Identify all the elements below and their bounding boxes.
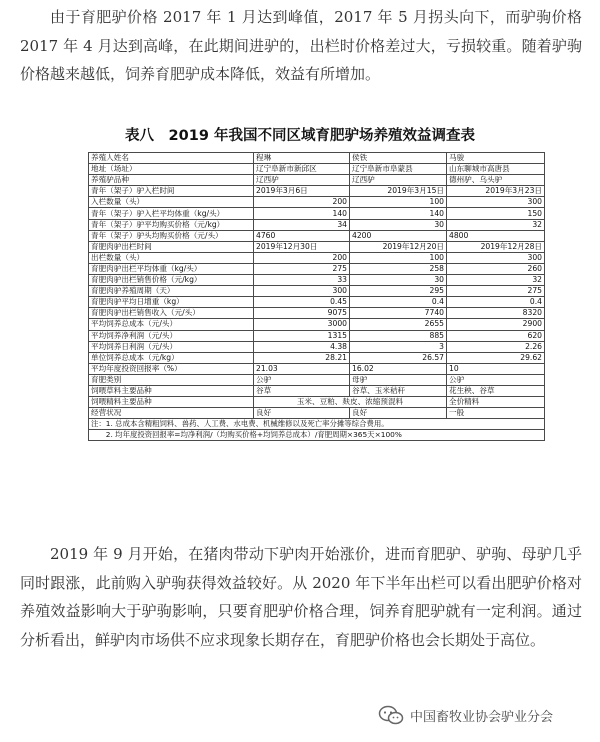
- cell-value: 21.03: [254, 363, 350, 374]
- cell-merged: 玉米、豆粕、麸皮、浓缩预混料: [254, 397, 447, 408]
- table-note-row: [89, 419, 545, 430]
- row-label: 平均饲养净利润（元/头）: [89, 330, 254, 341]
- cell-value: 2019年12月30日: [254, 241, 350, 252]
- cell-value: 34: [254, 219, 350, 230]
- intro-paragraph: 由于育肥驴价格 2017 年 1 月达到峰值，2017 年 5 月拐头向下，而驴驹价格 2017 年 4 月达到高峰，在此期间进驴的，出栏时价格差过大，亏损较重。随着驴驹价格越来越低，饲养育肥驴成本降低，效益有所增加。: [20, 8, 582, 83]
- cell-value: 山东聊城市高唐县: [447, 164, 545, 175]
- row-label: 育肥肉驴养殖周期（天）: [89, 286, 254, 297]
- cell-value: 2019年3月6日: [254, 186, 350, 197]
- cell-value: 28.21: [254, 352, 350, 363]
- cell-value: 辽西驴: [254, 175, 350, 186]
- cell-value: 0.4: [447, 297, 545, 308]
- cell-value: 100: [350, 252, 447, 263]
- row-label: 入栏数量（头）: [89, 197, 254, 208]
- source-label: 中国畜牧业协会驴业分会: [410, 709, 554, 725]
- row-label: 平均年度投资回报率（%）: [89, 363, 254, 374]
- row-label: 养殖驴品种: [89, 175, 254, 186]
- cell-value: 马骏: [447, 153, 545, 164]
- cell-value: 2019年12月20日: [350, 241, 447, 252]
- table-row: [89, 408, 545, 419]
- table-row: [89, 363, 545, 374]
- cell-value: 德州驴、乌头驴: [447, 175, 545, 186]
- cell-value: 全价精料: [447, 397, 545, 408]
- cell-value: 7740: [350, 308, 447, 319]
- cell-value: 260: [447, 263, 545, 274]
- source-watermark: [378, 704, 553, 726]
- cell-value: 辽宁阜新市阜蒙县: [350, 164, 447, 175]
- table-row: [89, 241, 545, 252]
- cell-value: 良好: [350, 408, 447, 419]
- row-label: 平均饲养总成本（元/头）: [89, 319, 254, 330]
- wechat-icon: [378, 705, 404, 725]
- table-note: 注：1. 总成本含精粗饲料、兽药、人工费、水电费、机械维修以及死亡率分摊等综合费用。: [89, 419, 545, 430]
- row-label: 饲喂精料主要品种: [89, 397, 254, 408]
- table-row: [89, 219, 545, 230]
- cell-value: 程琳: [254, 153, 350, 164]
- row-label: 平均饲养日利润（元/头）: [89, 341, 254, 352]
- row-label: 青年（架子）驴入栏平均体重（kg/头）: [89, 208, 254, 219]
- cell-value: 30: [350, 275, 447, 286]
- table-row: [89, 286, 545, 297]
- cell-value: 侯铁: [350, 153, 447, 164]
- table-title: 表八 2019 年我国不同区域育肥驴场养殖效益调查表: [125, 128, 475, 144]
- cell-value: 140: [254, 208, 350, 219]
- row-label: 青年（架子）驴头均购买价格（元/头）: [89, 230, 254, 241]
- cell-value: 2019年3月23日: [447, 186, 545, 197]
- cell-value: 295: [350, 286, 447, 297]
- cell-value: 辽西驴: [350, 175, 447, 186]
- table-row: [89, 153, 545, 164]
- cell-value: 29.62: [447, 352, 545, 363]
- row-label: 青年（架子）驴入栏时间: [89, 186, 254, 197]
- row-label: 育肥肉驴平均日增重（kg）: [89, 297, 254, 308]
- table-row: [89, 319, 545, 330]
- table-row: [89, 186, 545, 197]
- cell-value: 140: [350, 208, 447, 219]
- table-row: [89, 230, 545, 241]
- table-note-row: [89, 430, 545, 441]
- cell-value: 1315: [254, 330, 350, 341]
- cell-value: 公驴: [447, 374, 545, 385]
- cell-value: 8320: [447, 308, 545, 319]
- row-label: 育肥肉驴出栏销售价格（元/kg）: [89, 275, 254, 286]
- cell-value: 2.26: [447, 341, 545, 352]
- cell-value: 0.4: [350, 297, 447, 308]
- row-label: 育肥肉驴出栏时间: [89, 241, 254, 252]
- row-label: 经营状况: [89, 408, 254, 419]
- table-row: [89, 164, 545, 175]
- cell-value: 辽宁阜新市新邱区: [254, 164, 350, 175]
- table-row: [89, 297, 545, 308]
- table-row: [89, 330, 545, 341]
- cell-value: 母驴: [350, 374, 447, 385]
- row-label: 育肥肉驴出栏平均体重（kg/头）: [89, 263, 254, 274]
- row-label: 饲喂草料主要品种: [89, 385, 254, 396]
- cell-value: 4.38: [254, 341, 350, 352]
- cell-value: 良好: [254, 408, 350, 419]
- cell-value: 2019年12月28日: [447, 241, 545, 252]
- cell-value: 300: [447, 197, 545, 208]
- cell-value: 4200: [350, 230, 447, 241]
- cell-value: 150: [447, 208, 545, 219]
- cell-value: 0.45: [254, 297, 350, 308]
- table-row: [89, 263, 545, 274]
- cell-value: 26.57: [350, 352, 447, 363]
- cell-value: 200: [254, 252, 350, 263]
- cell-value: 一般: [447, 408, 545, 419]
- cell-value: 3: [350, 341, 447, 352]
- survey-table: [88, 152, 544, 498]
- table-row: [89, 374, 545, 385]
- cell-value: 2655: [350, 319, 447, 330]
- table-row: [89, 252, 545, 263]
- row-label: 出栏数量（头）: [89, 252, 254, 263]
- analysis-paragraph: 2019 年 9 月开始，在猪肉带动下驴肉开始涨价，进而育肥驴、驴驹、母驴几乎同时跟涨，此前购入驴驹获得效益较好。从 2020 年下半年出栏可以看出肥驴价格对养殖效益影响大于驴驹影响，只要育肥驴价格合理，饲养育肥驴就有一定利润。通过分析看出，鲜驴肉市场供不应求现象长期存在，育肥驴价格也会长期处于高位。: [20, 545, 582, 649]
- row-label: 单位饲养总成本（元/kg）: [89, 352, 254, 363]
- table-row: [89, 197, 545, 208]
- cell-value: 30: [350, 219, 447, 230]
- cell-value: 300: [447, 252, 545, 263]
- cell-value: 9075: [254, 308, 350, 319]
- table-row: [89, 175, 545, 186]
- cell-value: 16.02: [350, 363, 447, 374]
- cell-value: 258: [350, 263, 447, 274]
- table-row: [89, 208, 545, 219]
- row-label: 养殖人姓名: [89, 153, 254, 164]
- table-row: [89, 397, 545, 408]
- cell-value: 200: [254, 197, 350, 208]
- cell-value: 32: [447, 275, 545, 286]
- row-label: 育肥肉驴出栏销售收入（元/头）: [89, 308, 254, 319]
- cell-value: 32: [447, 219, 545, 230]
- cell-value: 275: [447, 286, 545, 297]
- cell-value: 花生秧、谷草: [447, 385, 545, 396]
- table-row: [89, 352, 545, 363]
- cell-value: 谷草: [254, 385, 350, 396]
- cell-value: 谷草、玉米秸秆: [350, 385, 447, 396]
- cell-value: 100: [350, 197, 447, 208]
- cell-value: 300: [254, 286, 350, 297]
- cell-value: 33: [254, 275, 350, 286]
- row-label: 育肥类别: [89, 374, 254, 385]
- table-row: [89, 275, 545, 286]
- cell-value: 275: [254, 263, 350, 274]
- cell-value: 2900: [447, 319, 545, 330]
- row-label: 地址（场址）: [89, 164, 254, 175]
- cell-value: 885: [350, 330, 447, 341]
- table-row: [89, 308, 545, 319]
- cell-value: 2019年3月15日: [350, 186, 447, 197]
- cell-value: 4800: [447, 230, 545, 241]
- cell-value: 公驴: [254, 374, 350, 385]
- table-row: [89, 341, 545, 352]
- cell-value: 10: [447, 363, 545, 374]
- table-note: 2. 均年度投资回报率=均净利润/（均购买价格+均饲养总成本）/育肥周期×365天×100%: [89, 430, 545, 441]
- cell-value: 620: [447, 330, 545, 341]
- cell-value: 3000: [254, 319, 350, 330]
- row-label: 青年（架子）驴平均购买价格（元/kg）: [89, 219, 254, 230]
- cell-value: 4760: [254, 230, 350, 241]
- table-row: [89, 385, 545, 396]
